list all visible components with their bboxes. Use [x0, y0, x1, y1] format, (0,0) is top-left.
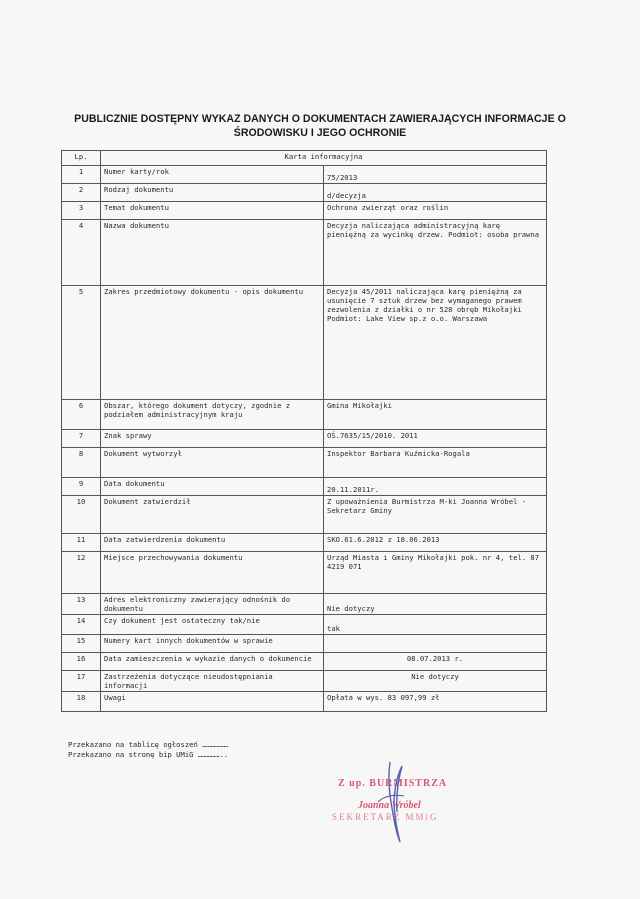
row-value: Z upoważnienia Burmistrza M-ki Joanna Wróbel - Sekretarz Gminy — [327, 497, 527, 515]
footer-line-bip: Przekazano na stronę bip UMiG …………….. — [68, 750, 229, 759]
table-row — [62, 286, 547, 400]
row-value: 08.07.2013 r. — [406, 654, 464, 663]
stamp-line-2: Joanna Wróbel — [358, 800, 421, 811]
row-number: 16 — [62, 653, 101, 671]
row-value-cell — [324, 635, 547, 653]
row-value: Nie dotyczy — [411, 672, 459, 681]
row-label: Data zatwierdzenia dokumentu — [101, 534, 324, 552]
table-header-row — [62, 151, 547, 166]
row-label: Data dokumentu — [101, 478, 324, 496]
table-row — [62, 692, 547, 712]
row-number: 5 — [62, 286, 101, 400]
row-number: 6 — [62, 400, 101, 430]
row-number: 2 — [62, 184, 101, 202]
table-row — [62, 594, 547, 615]
row-number: 13 — [62, 594, 101, 615]
row-label: Zakres przedmiotowy dokumentu - opis dokumentu — [101, 286, 324, 400]
row-value-cell — [324, 552, 547, 594]
row-number: 1 — [62, 166, 101, 184]
row-label: Adres elektroniczny zawierający odnośnik do dokumentu — [101, 594, 324, 615]
row-label: Znak sprawy — [101, 430, 324, 448]
table-row — [62, 534, 547, 552]
row-value: Decyzja naliczająca administracyjną karę pieniężną za wycinkę drzew. Podmiot: osoba prawna — [327, 221, 540, 239]
row-label: Temat dokumentu — [101, 202, 324, 220]
footer-notes — [68, 740, 228, 760]
row-value-cell — [324, 400, 547, 430]
row-value-cell — [324, 430, 547, 448]
row-value: Nie dotyczy — [327, 604, 375, 613]
table-row — [62, 202, 547, 220]
table-row — [62, 653, 547, 671]
header-card: Karta informacyjna — [101, 151, 547, 166]
row-value-cell — [324, 534, 547, 552]
table-row — [62, 448, 547, 478]
table-row — [62, 166, 547, 184]
row-number: 12 — [62, 552, 101, 594]
row-label: Obszar, którego dokument dotyczy, zgodnie z podziałem administracyjnym kraju — [101, 400, 324, 430]
row-value-cell — [324, 496, 547, 534]
signature-stamp — [318, 756, 458, 846]
table-row — [62, 478, 547, 496]
row-value-cell — [324, 594, 547, 615]
row-label: Dokument zatwierdził — [101, 496, 324, 534]
row-value: 20.11.2011r. — [327, 485, 379, 494]
row-value-cell — [324, 671, 547, 692]
row-value: SKO.61.6.2012 z 18.06.2013 — [327, 535, 440, 544]
row-value: 75/2013 — [327, 173, 358, 182]
row-value: Inspektor Barbara Kuźmicka-Rogala — [327, 449, 470, 458]
row-number: 4 — [62, 220, 101, 286]
table-row — [62, 615, 547, 635]
table-row — [62, 496, 547, 534]
row-label: Uwagi — [101, 692, 324, 712]
row-number: 7 — [62, 430, 101, 448]
page-title: PUBLICZNIE DOSTĘPNY WYKAZ DANYCH O DOKUMENTACH ZAWIERAJĄCYCH INFORMACJE O ŚRODOWISKU I JEGO OCHRONIE — [74, 113, 566, 139]
row-value-cell — [324, 448, 547, 478]
row-label: Rodzaj dokumentu — [101, 184, 324, 202]
row-value-cell — [324, 478, 547, 496]
row-value-cell — [324, 615, 547, 635]
row-value: OŚ.7635/15/2010. 2011 — [327, 431, 418, 440]
row-label: Data zamieszczenia w wykazie danych o dokumencie — [101, 653, 324, 671]
row-value-cell — [324, 166, 547, 184]
row-number: 18 — [62, 692, 101, 712]
row-value-cell — [324, 286, 547, 400]
table-row — [62, 671, 547, 692]
row-value: Gmina Mikołajki — [327, 401, 392, 410]
row-number: 15 — [62, 635, 101, 653]
row-label: Nazwa dokumentu — [101, 220, 324, 286]
footer-line-board: Przekazano na tablicę ogłoszeń ……………… — [68, 740, 229, 749]
row-number: 14 — [62, 615, 101, 635]
row-number: 8 — [62, 448, 101, 478]
row-number: 10 — [62, 496, 101, 534]
header-lp: Lp. — [62, 151, 101, 166]
table-row — [62, 635, 547, 653]
stamp-line-1: Z up. BURMISTRZA — [338, 778, 448, 789]
row-number: 17 — [62, 671, 101, 692]
table-row — [62, 220, 547, 286]
table-row — [62, 400, 547, 430]
row-value-cell — [324, 653, 547, 671]
row-label: Numery kart innych dokumentów w sprawie — [101, 635, 324, 653]
row-value-cell — [324, 220, 547, 286]
row-label: Numer karty/rok — [101, 166, 324, 184]
signature-icon — [318, 756, 458, 846]
row-value-cell — [324, 184, 547, 202]
table-row — [62, 552, 547, 594]
row-number: 3 — [62, 202, 101, 220]
stamp-line-3: SEKRETARZ MMiG — [332, 812, 439, 822]
table-row — [62, 430, 547, 448]
row-value: Opłata w wys. 83 097,99 zł — [327, 693, 440, 702]
row-label: Miejsce przechowywania dokumentu — [101, 552, 324, 594]
row-label: Zastrzeżenia dotyczące nieudostępniania informacji — [101, 671, 324, 692]
row-label: Czy dokument jest ostateczny tak/nie — [101, 615, 324, 635]
row-number: 9 — [62, 478, 101, 496]
table-row — [62, 184, 547, 202]
row-value-cell — [324, 692, 547, 712]
row-value-cell — [324, 202, 547, 220]
row-value: Ochrona zwierząt oraz roślin — [327, 203, 449, 212]
row-label: Dokument wytworzył — [101, 448, 324, 478]
info-card-table — [61, 150, 547, 712]
row-value: Decyzja 45/2011 naliczająca karę pieniężną za usunięcie 7 sztuk drzew bez wymaganego prawem zezwolenia z działki o nr 528 obręb Mikołajki Podmiot: Lake View sp.z o.o. Warszawa — [327, 287, 522, 323]
row-value: tak — [327, 624, 340, 633]
row-number: 11 — [62, 534, 101, 552]
row-value: d/decyzja — [327, 191, 366, 200]
row-value: Urząd Miasta i Gminy Mikołajki pok. nr 4, tel. 87 4219 071 — [327, 553, 540, 571]
